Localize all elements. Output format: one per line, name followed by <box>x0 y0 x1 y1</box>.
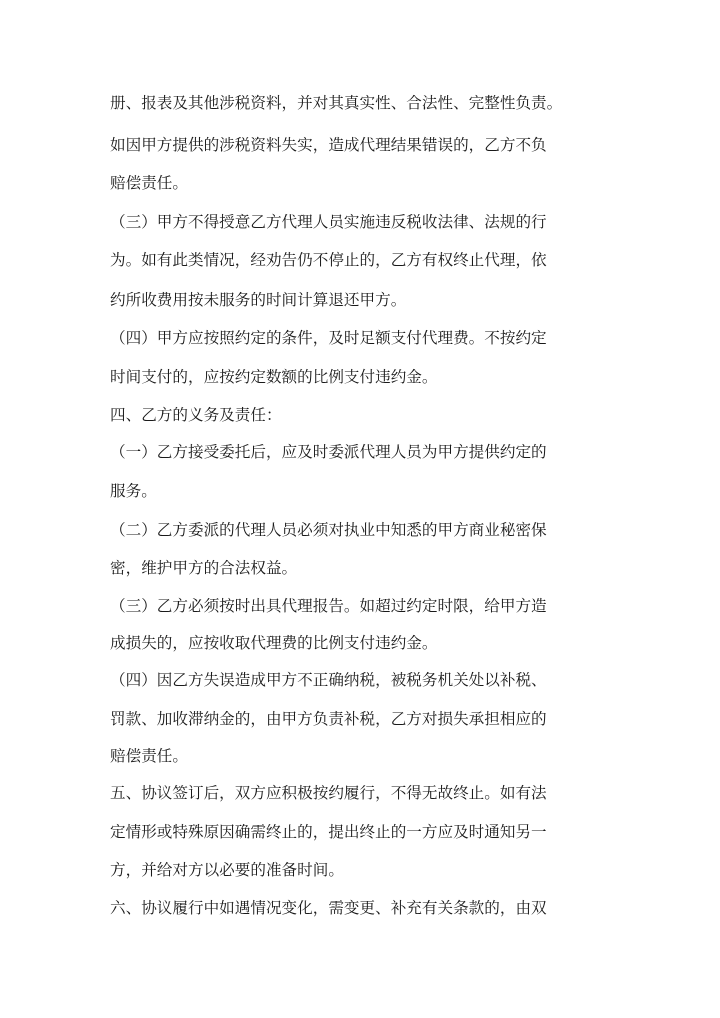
text-line: （三）甲方不得授意乙方代理人员实施违反税收法律、法规的行 <box>110 213 547 231</box>
text-line: 约所收费用按未服务的时间计算退还甲方。 <box>110 291 407 309</box>
text-line: 密，维护甲方的合法权益。 <box>110 559 298 577</box>
text-line: （三）乙方必须按时出具代理报告。如超过约定时限，给甲方造 <box>110 597 547 615</box>
text-line: 赔偿责任。 <box>110 747 188 765</box>
text-line: 方，并给对方以必要的准备时间。 <box>110 861 344 879</box>
text-line: 六、协议履行中如遇情况变化，需变更、补充有关条款的，由双 <box>110 899 547 917</box>
text-line: 时间支付的，应按约定数额的比例支付违约金。 <box>110 368 438 386</box>
text-line: 服务。 <box>110 482 157 500</box>
text-line: （一）乙方接受委托后，应及时委派代理人员为甲方提供约定的 <box>110 443 547 461</box>
text-line: 成损失的，应按收取代理费的比例支付违约金。 <box>110 634 438 652</box>
text-line: （二）乙方委派的代理人员必须对执业中知悉的甲方商业秘密保 <box>110 521 547 539</box>
text-line: （四）因乙方失误造成甲方不正确纳税，被税务机关处以补税、 <box>110 671 547 689</box>
text-line: 册、报表及其他涉税资料，并对其真实性、合法性、完整性负责。 <box>110 94 563 112</box>
text-line: 定情形或特殊原因确需终止的，提出终止的一方应及时通知另一 <box>110 823 547 841</box>
text-line: 五、协议签订后，双方应积极按约履行，不得无故终止。如有法 <box>110 784 547 802</box>
text-line: 为。如有此类情况，经劝告仍不停止的，乙方有权终止代理，依 <box>110 251 547 269</box>
section-heading: 四、乙方的义务及责任： <box>110 406 282 424</box>
text-line: 赔偿责任。 <box>110 174 188 192</box>
text-line: 罚款、加收滞纳金的，由甲方负责补税，乙方对损失承担相应的 <box>110 710 547 728</box>
text-line: （四）甲方应按照约定的条件，及时足额支付代理费。不按约定 <box>110 329 547 347</box>
text-line: 如因甲方提供的涉税资料失实，造成代理结果错误的，乙方不负 <box>110 136 547 154</box>
